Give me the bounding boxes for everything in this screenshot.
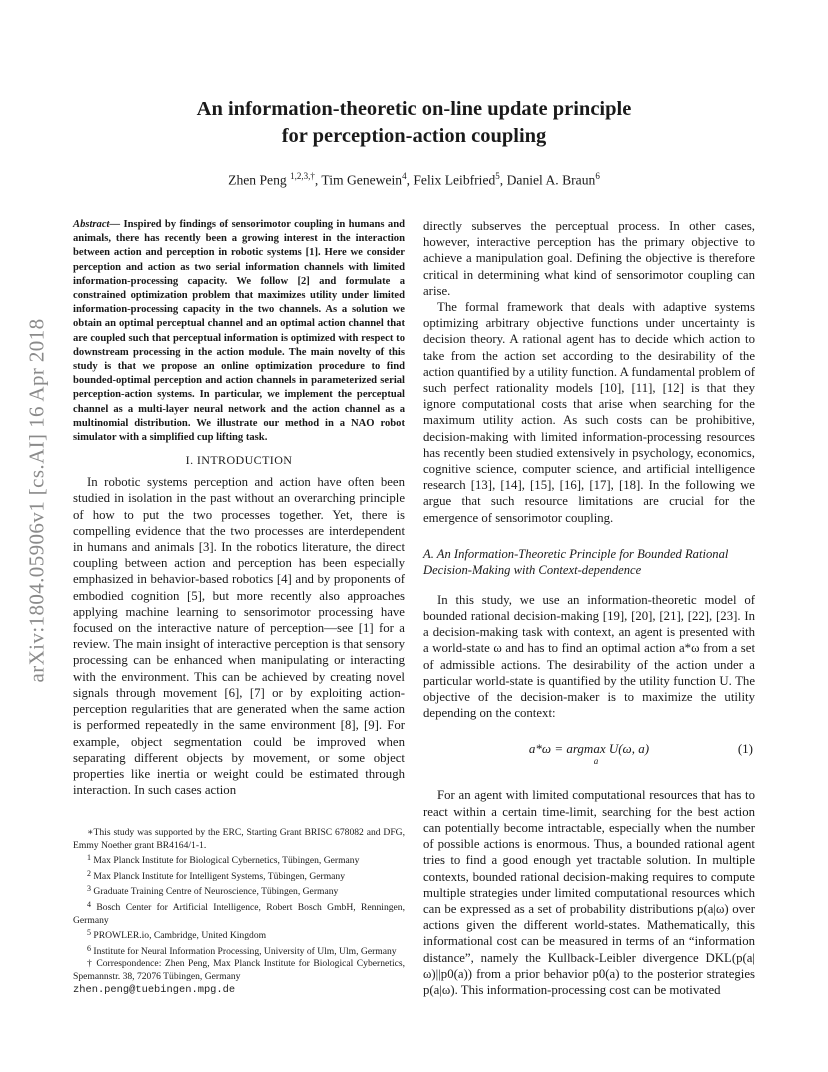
intro-paragraph-2: The formal framework that deals with adaptive systems optimizing arbitrary objective functions under uncertainty is decision theory. A rational agent has to decide which action to take from the action set according to the desirability of the action quantified by a utility function. A fundamental problem of such perfect rationality models [10], [11], [12] is that they ignore computational costs that arise when searching for the maximum utility action. As such costs can be prohibitive, decision-making with limited information-processing resources has recently been studied extensively in psychology, economics, cognitive science, computer science, and artificial intelligence research [13], [14], [15], [16], [17], [18]. In the following we argue that such resource limitations are crucial for the emergence of sensorimotor coupling. (423, 300, 755, 525)
abstract-text: Inspired by findings of sensorimotor coupling in humans and animals, there has recently been a growing interest in the interaction between action and perception in robotic systems [1]. Here we consider perception and action as two serial information channels with limited information-processing capacity. We follow [2] and formulate a constrained optimization problem that maximizes utility under limited information-processing capacity in the two channels. As a solution we obtain an optimal perceptual channel and an optimal action channel that are coupled such that perceptual information is optimized with respect to downstream processing in the action module. The main novelty of this study is that we propose an online optimization procedure to find bounded-optimal perception and action channels in parameterized serial perception-action systems. In particular, we implement the perceptual channel as a multi-layer neural network and the action channel as a multinomial distribution. We illustrate our method in a NAO robot simulator with a simplified cup lifting task. (73, 219, 405, 444)
equation-1 (423, 741, 755, 769)
left-column (73, 218, 405, 798)
footnote-text-1: Max Planck Institute for Biological Cybernetics, Tübingen, Germany (91, 855, 360, 867)
footnote-correspondence: † Correspondence: Zhen Peng, Max Planck Institute for Biological Cybernetics, Spemannstr. 38, 72076 Tübingen, Germany (73, 958, 405, 982)
abstract-lead: Abstract— (73, 219, 121, 230)
subsection-paragraph-2: For an agent with limited computational resources that has to react within a certain time-limit, searching for the best action can potentially become intractable, especially when the number of possible actions is enormous. Thus, a bounded rational agent tries to find a good enough yet tractable solution. In multiple contexts, bounded rational decision-making requires to compute multiple strategies under limited computational resources which can be expressed as a set of probability distributions p(a|ω) over actions given the different world-states. Mathematically, this informational cost can be measured in terms of an “information distance”, namely the Kullback-Leibler divergence DKL(p(a|ω)||p0(a)) from a prior behavior p0(a) to the posterior strategies p(a|ω). This information-processing cost can be motivated (423, 788, 755, 997)
title-line-2: for perception-action coupling (281, 125, 547, 147)
footnote-text-6: Institute for Neural Information Processing, University of Ulm, Ulm, Germany (91, 945, 397, 957)
footnote-affiliation-6 (73, 943, 405, 959)
author-3-affiliation: 5 (495, 171, 500, 181)
author-3: , Felix Leibfried (406, 172, 496, 188)
footnote-affiliation-3 (73, 883, 405, 899)
arxiv-identifier-text: arXiv:1804.05906v1 [cs.AI] 16 Apr 2018 (24, 318, 49, 682)
footnote-affiliation-5 (73, 927, 405, 943)
subsection-heading-a: A. An Information-Theoretic Principle for Bounded Rational Decision-Making with Context-dependence (423, 546, 729, 577)
equation-1-argmax-subscript: a (593, 756, 599, 767)
intro-paragraph-continued: directly subserves the perceptual process. In other cases, however, interactive perception has the primary objective to achieve a manipulation goal. Defining the objective is therefore critical in determining what kind of sensorimotor coupling can arise. (423, 219, 755, 298)
author-4: , Daniel A. Braun (499, 172, 596, 188)
title-line-1: An information-theoretic on-line update principle (196, 98, 632, 120)
arxiv-identifier-stamp (26, 290, 48, 710)
footnote-mark-4: 4 (87, 899, 91, 909)
intro-paragraph-1: In robotic systems perception and action have often been studied in isolation in the past without an overarching principle of how to put the two processes together. Yet, there is compelling evidence that the two processes are interdependent in humans and animals [3]. In the robotics literature, the direct coupling between action and perception has been especially emphasized in behavior-based robotics [4] and by proponents of embodied cognition [5], but more recently also approaches applying machine learning to sensorimotor processing have focused on the interactive nature of perception—see [1] for a review. The main insight of interactive perception is that sensory processing can be enhanced when manipulating or interacting with the environment. This can be achieved by creating novel signals through movement [6], [7] or by exploiting action-perception regularities that are generated when the same action is performed repeatedly in the same environment [8], [9]. For example, object segmentation could be improved when separating different objects by movement, or some object properties like inertia or weight could be estimated through interaction. In such cases action (73, 475, 405, 798)
footnote-affiliation-4 (73, 899, 405, 927)
footnote-mark-1: 1 (87, 853, 91, 863)
equation-1-body (423, 741, 755, 765)
equation-1-number: (1) (737, 741, 753, 757)
author-4-affiliation: 6 (595, 171, 600, 181)
equation-1-expression: a*ω = argmax U(ω, a) (528, 741, 650, 757)
footnote-affiliation-2 (73, 868, 405, 884)
footnote-mark-5: 5 (87, 928, 91, 938)
correspondence-email[interactable] (73, 984, 405, 997)
footnote-affiliation-1 (73, 852, 405, 868)
email-link[interactable]: zhen.peng@tuebingen.mpg.de (73, 983, 236, 996)
subsection-paragraph-1: In this study, we use an information-theoretic model of bounded rational decision-making [19], [20], [21], [22], [23]. In a decision-making task with context, an agent is presented with a world-state ω and has to find an optimal action a*ω from a set of admissible actions. The desirability of the action under a particular world-state is quantified by the utility function U. The objective of the decision-maker is to maximize the utility depending on the context: (423, 592, 755, 721)
right-column (423, 218, 755, 998)
abstract (73, 218, 405, 445)
author-2-affiliation: 4 (402, 171, 407, 181)
section-heading-introduction: I. INTRODUCTION (185, 453, 293, 468)
footnote-mark-6: 6 (87, 943, 91, 953)
footnote-text-5: PROWLER.io, Cambridge, United Kingdom (91, 930, 267, 942)
author-1-affiliation: 1,2,3,† (290, 171, 315, 181)
footnote-mark-3: 3 (87, 884, 91, 894)
footnote-text-2: Max Planck Institute for Intelligent Systems, Tübingen, Germany (91, 870, 346, 882)
footnote-text-3: Graduate Training Centre of Neuroscience, Tübingen, Germany (91, 886, 339, 898)
footnote-funding: ∗This study was supported by the ERC, Starting Grant BRISC 678082 and DFG, Emmy Noether grant BR4164/1-1. (73, 827, 405, 851)
footnotes (73, 827, 405, 996)
author-2: , Tim Genewein (314, 172, 403, 188)
author-1: Zhen Peng (228, 172, 291, 188)
paper-title (100, 96, 728, 150)
author-list (100, 171, 728, 189)
footnote-text-4: Bosch Center for Artificial Intelligence, Robert Bosch GmbH, Renningen, Germany (73, 901, 405, 926)
footnote-mark-2: 2 (87, 868, 91, 878)
